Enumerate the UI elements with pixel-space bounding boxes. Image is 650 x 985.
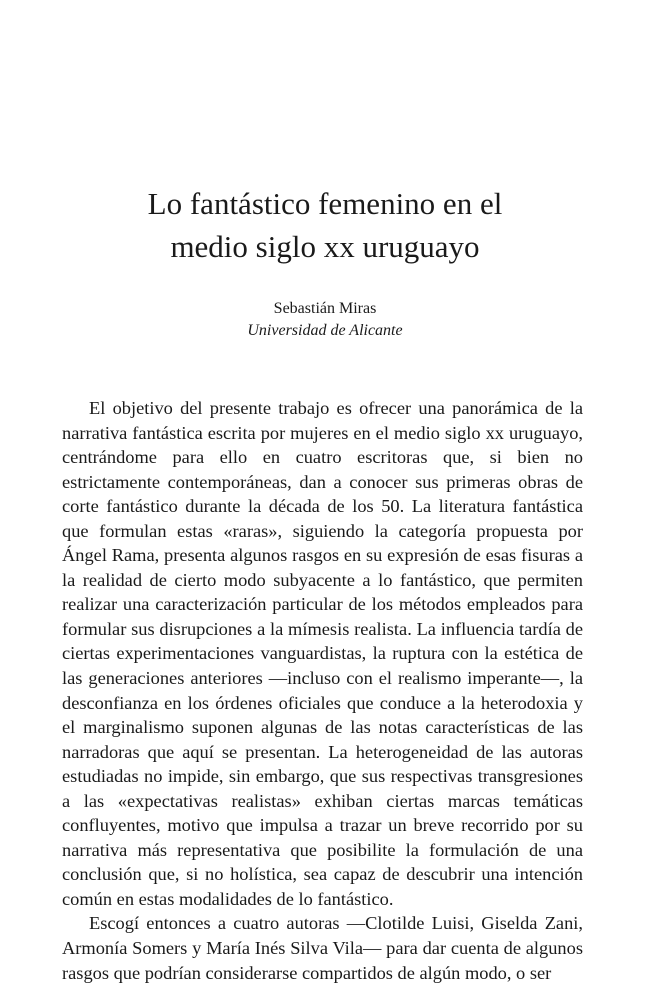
- author-affiliation: Universidad de Alicante: [247, 322, 403, 339]
- author-name: Sebastián Miras: [273, 300, 377, 317]
- article-title: [60, 182, 590, 268]
- article-title-line-2: medio siglo xx uruguayo: [170, 229, 480, 264]
- body-paragraph-1: El objetivo del presente trabajo es ofrecer una panorámica de la narrativa fantástica escrita por mujeres en el medio siglo xx uruguayo, centrándome para ello en cuatro escritoras que, si bien no estrictamente contemporáneas, dan a conocer sus primeras obras de corte fantástico durante la década de los 50. La literatura fantástica que formulan estas «raras», siguiendo la categoría propuesta por Ángel Rama, presenta algunos rasgos en su expresión de esas fisuras a la realidad de cierto modo subyacente a lo fantástico, que permiten realizar una caracterización particular de los métodos empleados para formular sus disrupciones a la mímesis realista. La influencia tardía de ciertas experimentaciones vanguardistas, la ruptura con la estética de las generaciones anteriores —incluso con el realismo imperante—, la desconfianza en los órdenes oficiales que conduce a la heterodoxia y el marginalismo suponen algunas de las notas características de las narradoras que aquí se presentan. La heterogeneidad de las autoras estudiadas no impide, sin embargo, que sus respectivas transgresiones a las «expectativas realistas» exhiban ciertas marcas temáticas confluyentes, motivo que impulsa a trazar un breve recorrido por su narrativa más representativa que posibilite la formulación de una conclusión que, si no holística, sea capaz de descubrir una intención común en estas modalidades de lo fantástico.: [62, 398, 583, 909]
- article-title-line-1: Lo fantástico femenino en el: [147, 186, 503, 221]
- article-body: [62, 396, 583, 985]
- body-paragraph-2: Escogí entonces a cuatro autoras —Clotilde Luisi, Giselda Zani, Armonía Somers y María Inés Silva Vila— para dar cuenta de algunos rasgos que podrían considerarse compartidos de algún modo, o ser: [62, 913, 583, 983]
